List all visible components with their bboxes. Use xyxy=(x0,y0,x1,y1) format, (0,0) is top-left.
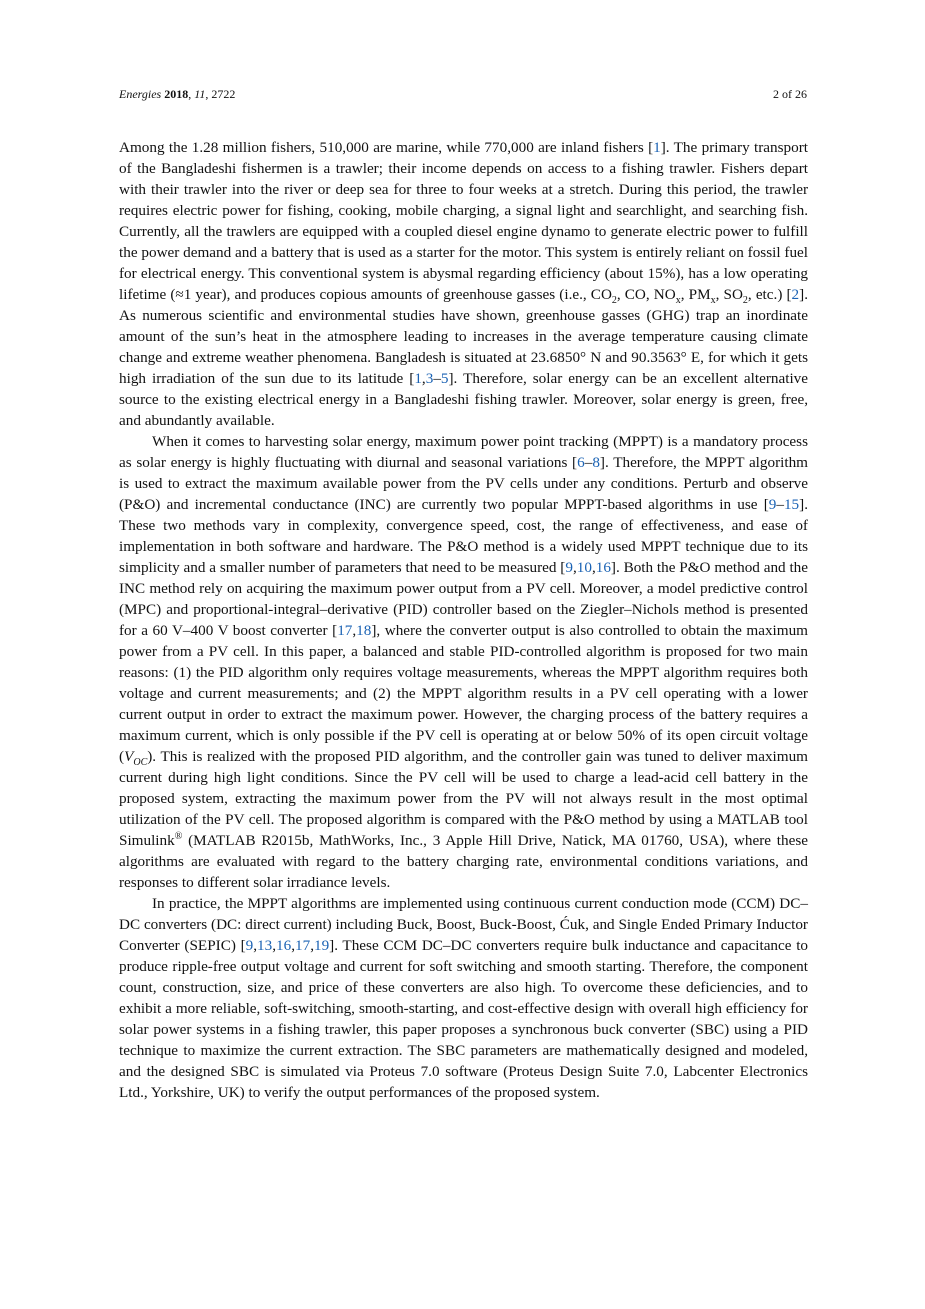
subscript: 2 xyxy=(611,295,617,307)
math-subscript: OC xyxy=(133,757,148,769)
citation-link[interactable]: 18 xyxy=(356,622,372,639)
subscript: x xyxy=(710,295,716,307)
text-span: , xyxy=(291,937,295,954)
citation-link[interactable]: 8 xyxy=(592,454,600,471)
citation-link[interactable]: 9 xyxy=(245,937,254,954)
text-span: , xyxy=(272,937,277,954)
article-number: 2722 xyxy=(211,87,236,101)
text-span: ]. These CCM DC–DC converters require bulk inductance and capacitance to produce ripple-free output voltage and current for soft switching and smooth starting. Therefore, the component count, construction, size, and price of these converters are also high. To overcome these deficiencies, and to exhibit a more reliable, soft-switching, smooth-starting, and cost-effective design with overall high efficiency for solar power systems in a fishing trawler, this paper proposes a synchronous buck converter (SBC) using a PID technique to maximize the current extraction. The SBC parameters are mathematically designed and modeled, and the designed SBC is simulated via Proteus 7.0 software (Proteus Design Suite 7.0, Labcenter Electronics Ltd., Yorkshire, UK) to verify the output performances of the proposed system. xyxy=(119,937,809,1101)
text-span: , xyxy=(253,937,258,954)
text-span: , xyxy=(572,559,577,576)
citation-link[interactable]: 19 xyxy=(313,937,330,954)
text-span: ). This is realized with the proposed PID algorithm, and the controller gain was tuned to deliver maximum current during high light conditions. Since the PV cell will be used to charge a lead-acid cell battery in the proposed system, extracting the maximum power from the PV will not always result in the most optimal utilization of the PV cell. The proposed algorithm is compared with the P&O method by using a MATLAB tool Simulink xyxy=(119,748,808,849)
text-span: ]. Both the P&O method and the INC method rely on acquiring the maximum power output from a PV cell. Moreover, a model predictive control (MPC) and proportional-integral–derivative (PID) controller based on the Ziegler–Nichols method is presented for a 60 V–400 V boost converter [ xyxy=(119,559,808,639)
subscript xyxy=(133,757,147,768)
text-span: – xyxy=(433,370,441,387)
main-text xyxy=(119,137,808,1103)
citation-link[interactable]: 13 xyxy=(257,937,273,954)
math-variable: V xyxy=(124,748,134,765)
paragraph-1 xyxy=(119,137,808,431)
paragraph-3 xyxy=(119,893,808,1103)
page-number: 2 of 26 xyxy=(773,87,807,101)
text-span: When it comes to harvesting solar energy, maximum power point tracking (MPPT) is a mandatory process as solar energy is highly fluctuating with diurnal and seasonal variations [ xyxy=(119,433,808,471)
citation-link[interactable]: 6 xyxy=(577,454,585,471)
citation-link[interactable]: 16 xyxy=(595,559,611,576)
text-span: (MATLAB R2015b, MathWorks, Inc., 3 Apple Hill Drive, Natick, MA 01760, USA), where these algorithms are evaluated with regard to the battery charging rate, environmental conditions variations, and responses to different solar irradiance levels. xyxy=(119,832,808,891)
citation-link[interactable]: 5 xyxy=(440,370,449,387)
text-span: , xyxy=(421,370,426,387)
text-span: – xyxy=(776,496,784,513)
text-span: ]. Therefore, the MPPT algorithm is used to extract the maximum available power from the PV cells under any conditions. Perturb and observe (P&O) and incremental conductance (INC) are currently two popular MPPT-based algorithms in use [ xyxy=(119,454,808,513)
paragraph-2 xyxy=(119,431,808,893)
registered-mark: ® xyxy=(174,830,183,842)
subscript: x xyxy=(675,295,681,307)
journal-volume: 11 xyxy=(194,87,206,101)
journal-name: Energies xyxy=(119,87,162,101)
citation-link[interactable]: 1 xyxy=(414,370,422,387)
text-span: , CO, NO xyxy=(616,286,676,303)
running-header xyxy=(119,87,807,102)
text-span: ]. These two methods vary in complexity, convergence speed, cost, the range of effectiveness, and ease of implementation in both software and hardware. The P&O method is a widely used MPPT technique due to its simplicity and a smaller number of parameters that need to be measured [ xyxy=(119,496,808,576)
text-span: , PM xyxy=(680,286,711,303)
citation-link[interactable]: 16 xyxy=(276,937,292,954)
citation-link[interactable]: 1 xyxy=(653,139,661,156)
citation-link[interactable]: 3 xyxy=(425,370,434,387)
text-span: Among the 1.28 million fishers, 510,000 are marine, while 770,000 are inland fishers [ xyxy=(119,139,654,156)
text-span: , xyxy=(591,559,596,576)
text-span: , etc.) [ xyxy=(747,286,792,303)
citation-link[interactable]: 10 xyxy=(576,559,592,576)
citation-link[interactable]: 15 xyxy=(783,496,800,513)
text-span: , xyxy=(352,622,357,639)
text-span: ]. Therefore, solar energy can be an excellent alternative source to the existing electrical energy in a Bangladeshi fishing trawler. Moreover, solar energy is green, free, and abundantly available. xyxy=(119,370,808,429)
citation-link[interactable]: 17 xyxy=(295,937,311,954)
journal-citation: Energies 2018, 11, 2722 xyxy=(119,87,236,101)
citation-link[interactable]: 17 xyxy=(337,622,353,639)
citation-link[interactable]: 9 xyxy=(565,559,573,576)
text-span: ]. As numerous scientific and environmental studies have shown, greenhouse gasses (GHG) trap an inordinate amount of the sun’s heat in the atmosphere leading to increases in the average temperature causing climate change and extreme weather phenomena. Bangladesh is situated at 23.6850° N and 90.3563° E, for which it gets high irradiation of the sun due to its latitude [ xyxy=(119,286,808,387)
citation-link[interactable]: 9 xyxy=(768,496,777,513)
journal-year: 2018 xyxy=(164,87,189,101)
text-span: ]. The primary transport of the Bangladeshi fishermen is a trawler; their income depends on access to a fishing trawler. Fishers depart with their trawler into the river or deep sea for three to four weeks at a stretch. During this period, the trawler requires electric power for fishing, cooking, mobile charging, a signal light and searchlight, and searching fish. Currently, all the trawlers are equipped with a coupled diesel engine dynamo to generate electric power to fulfill the power demand and a battery that is used as a starter for the motor. This system is entirely reliant on fossil fuel for electrical energy. This conventional system is abysmal regarding efficiency (about 15%), has a low operating lifetime (≈1 year), and produces copious amounts of greenhouse gasses (i.e., CO xyxy=(119,139,808,303)
subscript: 2 xyxy=(742,295,748,307)
text-span: , SO xyxy=(715,286,743,303)
text-span: ], where the converter output is also controlled to obtain the maximum power from a PV cell. In this paper, a balanced and stable PID-controlled algorithm is proposed for two main reasons: (1) the PID algorithm only requires voltage measurements, whereas the MPPT algorithm requires both voltage and current measurements; and (2) the MPPT algorithm results in a PV cell operating with a lower current output in order to extract the maximum power. However, the charging process of the battery requires a maximum current, which is only possible if the PV cell is operating at or below 50% of its open circuit voltage ( xyxy=(119,622,808,765)
citation-link[interactable]: 2 xyxy=(791,286,800,303)
text-span: – xyxy=(584,454,593,471)
text-span: , xyxy=(310,937,314,954)
text-span: In practice, the MPPT algorithms are implemented using continuous current conduction mode (CCM) DC–DC converters (DC: direct current) including Buck, Boost, Buck-Boost, Ćuk, and Single Ended Primary Inductor Converter (SEPIC) [ xyxy=(119,895,808,954)
